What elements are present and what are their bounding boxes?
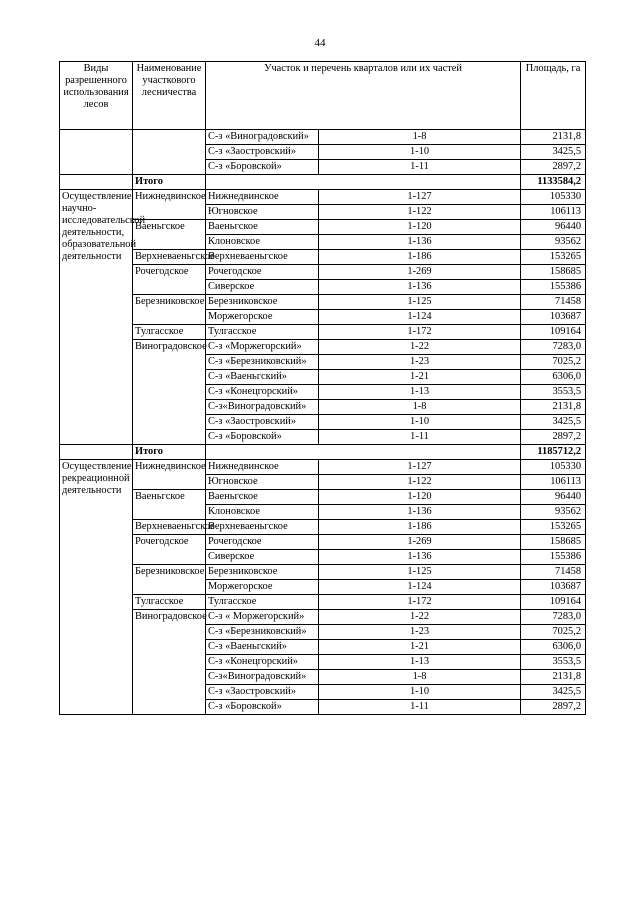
area: 155386	[521, 550, 586, 565]
forestry-cell: Березниковское	[133, 565, 206, 595]
table-row	[60, 190, 586, 205]
tract-name: Березниковское	[206, 295, 319, 310]
area: 3425,5	[521, 145, 586, 160]
area: 93562	[521, 505, 586, 520]
total-row	[60, 445, 586, 460]
header-tract: Участок и перечень кварталов или их частей	[206, 62, 521, 130]
quarters: 1-22	[319, 340, 521, 355]
tract-name: Рочегодское	[206, 535, 319, 550]
kind-cell	[60, 130, 133, 175]
forestry-cell: Ваеньгское	[133, 490, 206, 520]
tract-name: Ваеньгское	[206, 220, 319, 235]
tract-name: Тулгасское	[206, 325, 319, 340]
tract-name: С-з «Моржегорский»	[206, 340, 319, 355]
area: 7283,0	[521, 340, 586, 355]
quarters: 1-10	[319, 685, 521, 700]
quarters: 1-10	[319, 415, 521, 430]
area: 93562	[521, 235, 586, 250]
forestry-cell: Рочегодское	[133, 265, 206, 295]
total-spacer	[206, 175, 521, 190]
quarters: 1-125	[319, 295, 521, 310]
forestry-cell: Виноградовское	[133, 340, 206, 445]
land-use-table	[59, 61, 586, 715]
total-value: 1185712,2	[521, 445, 586, 460]
quarters: 1-269	[319, 535, 521, 550]
tract-name: Березниковское	[206, 565, 319, 580]
forestry-cell: Верхневаеньгское	[133, 520, 206, 535]
quarters: 1-13	[319, 655, 521, 670]
quarters: 1-21	[319, 370, 521, 385]
area: 103687	[521, 310, 586, 325]
area: 6306,0	[521, 640, 586, 655]
kind-cell: Осуществление рекреационной деятельности	[60, 460, 133, 715]
quarters: 1-21	[319, 640, 521, 655]
blank-cell	[60, 445, 133, 460]
area: 7025,2	[521, 355, 586, 370]
area: 3425,5	[521, 685, 586, 700]
area: 158685	[521, 535, 586, 550]
area: 105330	[521, 190, 586, 205]
tract-name: С-з «Конецгорский»	[206, 655, 319, 670]
area: 3425,5	[521, 415, 586, 430]
table-row	[60, 130, 586, 145]
tract-name: С-з «Заостровский»	[206, 415, 319, 430]
quarters: 1-269	[319, 265, 521, 280]
quarters: 1-136	[319, 505, 521, 520]
area: 6306,0	[521, 370, 586, 385]
header-forestry: Наименование участкового лесничества	[133, 62, 206, 130]
area: 153265	[521, 520, 586, 535]
forestry-cell: Рочегодское	[133, 535, 206, 565]
tract-name: С-з «Заостровский»	[206, 685, 319, 700]
forestry-cell: Ваеньгское	[133, 220, 206, 250]
table-row	[60, 340, 586, 355]
tract-name: С-з «Заостровский»	[206, 145, 319, 160]
header-row	[60, 62, 586, 130]
forestry-cell: Нижнедвинское	[133, 190, 206, 220]
quarters: 1-8	[319, 400, 521, 415]
table-row	[60, 520, 586, 535]
total-value: 1133584,2	[521, 175, 586, 190]
area: 158685	[521, 265, 586, 280]
area: 2131,8	[521, 130, 586, 145]
area: 153265	[521, 250, 586, 265]
tract-name: С-з «Березниковский»	[206, 625, 319, 640]
area: 96440	[521, 490, 586, 505]
area: 2131,8	[521, 670, 586, 685]
quarters: 1-23	[319, 355, 521, 370]
tract-name: Моржегорское	[206, 310, 319, 325]
quarters: 1-172	[319, 595, 521, 610]
area: 103687	[521, 580, 586, 595]
tract-name: С-з «Ваеньгский»	[206, 640, 319, 655]
forestry-cell	[133, 130, 206, 175]
table-row	[60, 460, 586, 475]
area: 105330	[521, 460, 586, 475]
total-label: Итого	[133, 175, 206, 190]
page-number: 44	[314, 37, 326, 49]
area: 106113	[521, 475, 586, 490]
forestry-cell: Верхневаеньгское	[133, 250, 206, 265]
area: 71458	[521, 565, 586, 580]
quarters: 1-13	[319, 385, 521, 400]
quarters: 1-120	[319, 220, 521, 235]
area: 3553,5	[521, 385, 586, 400]
tract-name: Сиверское	[206, 550, 319, 565]
area: 2131,8	[521, 400, 586, 415]
tract-name: Сиверское	[206, 280, 319, 295]
total-row	[60, 175, 586, 190]
area: 155386	[521, 280, 586, 295]
quarters: 1-11	[319, 700, 521, 715]
area: 71458	[521, 295, 586, 310]
quarters: 1-22	[319, 610, 521, 625]
forestry-cell: Нижнедвинское	[133, 460, 206, 490]
quarters: 1-125	[319, 565, 521, 580]
quarters: 1-122	[319, 205, 521, 220]
area: 109164	[521, 325, 586, 340]
tract-name: С-з«Виноградовский»	[206, 670, 319, 685]
tract-name: С-з «Боровской»	[206, 700, 319, 715]
forestry-cell: Виноградовское	[133, 610, 206, 715]
quarters: 1-120	[319, 490, 521, 505]
tract-name: Верхневаеньгское	[206, 250, 319, 265]
forestry-cell: Тулгасское	[133, 595, 206, 610]
area: 2897,2	[521, 430, 586, 445]
area: 7025,2	[521, 625, 586, 640]
quarters: 1-186	[319, 250, 521, 265]
forestry-cell: Березниковское	[133, 295, 206, 325]
quarters: 1-11	[319, 430, 521, 445]
area: 3553,5	[521, 655, 586, 670]
table-row	[60, 490, 586, 505]
quarters: 1-172	[319, 325, 521, 340]
quarters: 1-186	[319, 520, 521, 535]
quarters: 1-122	[319, 475, 521, 490]
area: 96440	[521, 220, 586, 235]
tract-name: Ваеньгское	[206, 490, 319, 505]
area: 2897,2	[521, 700, 586, 715]
kind-cell: Осуществление научно-исследовательской деятельности, образовательной деятельности	[60, 190, 133, 445]
table-row	[60, 265, 586, 280]
table-row	[60, 595, 586, 610]
table-row	[60, 220, 586, 235]
tract-name: Нижнедвинское	[206, 190, 319, 205]
quarters: 1-10	[319, 145, 521, 160]
quarters: 1-127	[319, 460, 521, 475]
table-row	[60, 610, 586, 625]
table-row	[60, 535, 586, 550]
tract-name: С-з «Ваеньгский»	[206, 370, 319, 385]
quarters: 1-124	[319, 580, 521, 595]
tract-name: Моржегорское	[206, 580, 319, 595]
tract-name: С-з «Березниковский»	[206, 355, 319, 370]
blank-cell	[60, 175, 133, 190]
quarters: 1-136	[319, 550, 521, 565]
area: 2897,2	[521, 160, 586, 175]
tract-name: Югновское	[206, 475, 319, 490]
quarters: 1-124	[319, 310, 521, 325]
area: 109164	[521, 595, 586, 610]
quarters: 1-8	[319, 670, 521, 685]
header-kind: Виды разрешенного использования лесов	[60, 62, 133, 130]
quarters: 1-8	[319, 130, 521, 145]
tract-name: Клоновское	[206, 235, 319, 250]
table-row	[60, 295, 586, 310]
tract-name: С-з «Боровской»	[206, 430, 319, 445]
tract-name: Клоновское	[206, 505, 319, 520]
tract-name: С-з «Конецгорский»	[206, 385, 319, 400]
tract-name: Югновское	[206, 205, 319, 220]
quarters: 1-136	[319, 280, 521, 295]
tract-name: С-з «Виноградовский»	[206, 130, 319, 145]
tract-name: Рочегодское	[206, 265, 319, 280]
quarters: 1-11	[319, 160, 521, 175]
tract-name: Верхневаеньгское	[206, 520, 319, 535]
total-spacer	[206, 445, 521, 460]
quarters: 1-136	[319, 235, 521, 250]
table-row	[60, 565, 586, 580]
table-row	[60, 250, 586, 265]
area: 7283,0	[521, 610, 586, 625]
quarters: 1-23	[319, 625, 521, 640]
tract-name: Тулгасское	[206, 595, 319, 610]
tract-name: С-з«Виноградовский»	[206, 400, 319, 415]
table-row	[60, 325, 586, 340]
header-area: Площадь, га	[521, 62, 586, 130]
tract-name: С-з «Боровской»	[206, 160, 319, 175]
total-label: Итого	[133, 445, 206, 460]
quarters: 1-127	[319, 190, 521, 205]
tract-name: С-з « Моржегорский»	[206, 610, 319, 625]
tract-name: Нижнедвинское	[206, 460, 319, 475]
forestry-cell: Тулгасское	[133, 325, 206, 340]
area: 106113	[521, 205, 586, 220]
